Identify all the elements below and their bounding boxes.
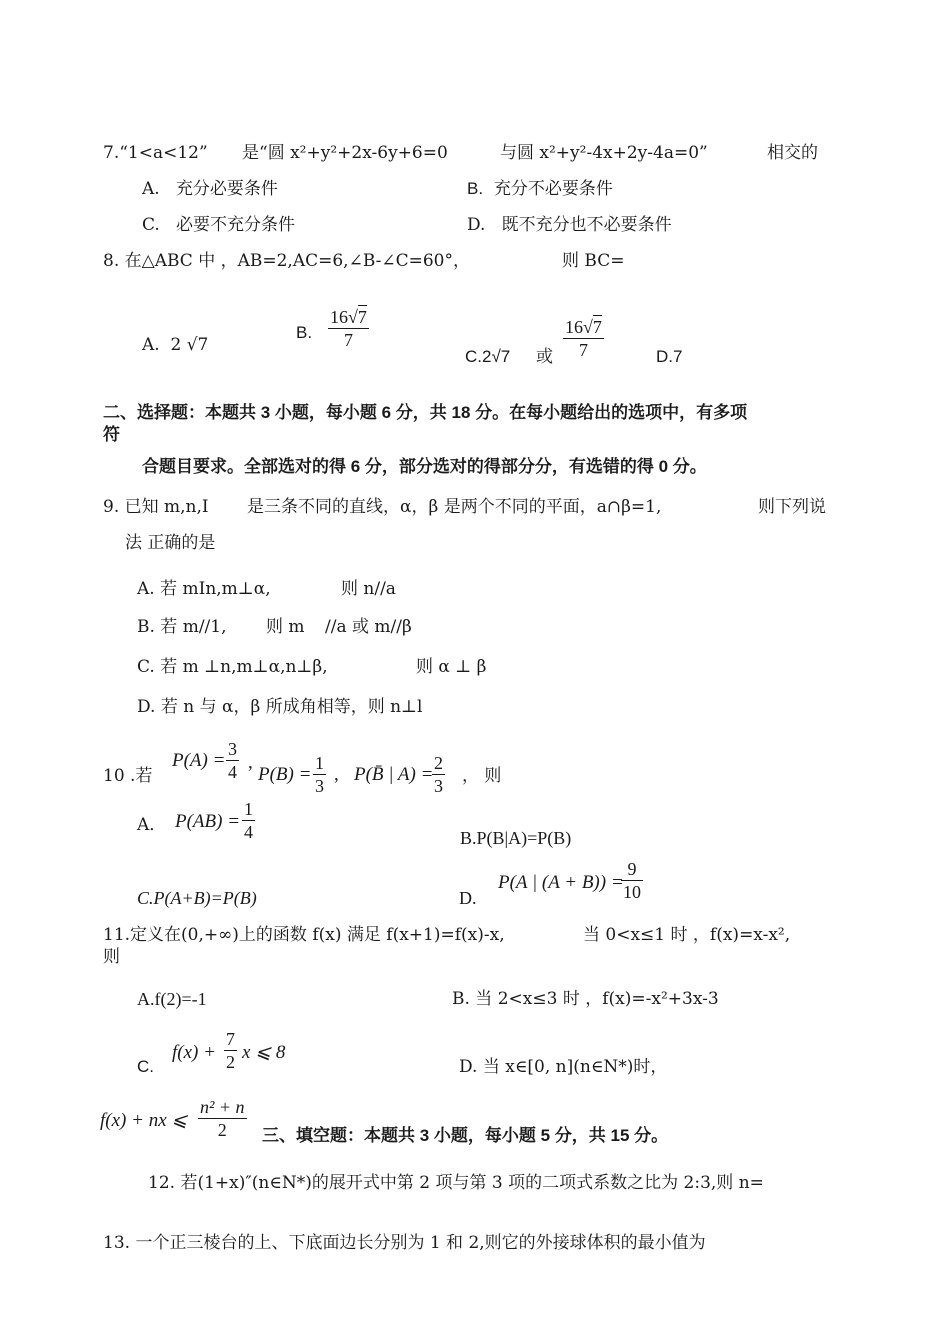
q7-option-c-text: 必要不充分条件	[176, 215, 296, 235]
q11-option-b: B. 当 2<x≤3 时 ，f(x)=-x²+3x-3	[452, 989, 719, 1009]
radical-sign-icon: √	[348, 307, 358, 327]
q7-option-a	[142, 178, 278, 200]
q8-option-c-or: 或	[536, 347, 553, 367]
radical-sign-icon: √	[583, 317, 593, 337]
q7-option-b-text: 充分不必要条件	[493, 179, 613, 199]
q10-option-d-label: D.	[459, 888, 477, 908]
q10-option-a-label: A．	[137, 815, 167, 835]
q11-option-c-denominator: 2	[226, 1052, 235, 1072]
q11-option-d-fraction	[198, 1096, 247, 1141]
q8-option-b-denominator: 7	[343, 330, 353, 350]
q10-pba-denominator: 3	[434, 776, 443, 796]
q10-option-a-expr: P(AB) =	[175, 811, 241, 832]
q9-option-c-part2: 则 α ⊥ β	[416, 657, 487, 677]
q7-option-d	[467, 214, 672, 236]
q10-pa-numerator: 3	[228, 739, 237, 759]
q7-option-b-label: B.	[467, 179, 484, 198]
section2-header-line2: 符	[103, 425, 120, 444]
q11-option-c-expr-post: x ⩽ 8	[242, 1042, 286, 1063]
q11-option-d-numerator: n² + n	[200, 1097, 245, 1117]
q8-option-d-text: D.7	[656, 347, 683, 366]
q10-option-c: C.P(A+B)=P(B)	[137, 888, 257, 908]
q8-option-c-radicand: 7	[592, 317, 602, 337]
q11-option-d-expr-pre: f(x) + nx ⩽	[100, 1110, 188, 1131]
q9-option-b-part3: //a 或 m//β	[325, 617, 412, 637]
q10-comma-1: ,	[248, 752, 253, 773]
q8-option-c-fraction	[563, 316, 604, 361]
q10-comma-2: ,	[334, 764, 339, 785]
q9-option-b-part2: 则 m	[266, 617, 305, 637]
q10-option-d-denominator: 10	[623, 882, 641, 902]
q7-option-d-text: 既不充分也不必要条件	[501, 215, 672, 235]
section2-header-line1: 二、选择题：本题共 3 小题，每小题 6 分，共 18 分。在每小题给出的选项中，有多项	[103, 403, 748, 422]
q8-option-a-text: 2 √7	[170, 335, 209, 355]
q8-option-c-denominator: 7	[578, 340, 588, 360]
q7-stem-part4: 相交的	[767, 143, 818, 163]
q7-option-d-label: D.	[467, 215, 486, 235]
q9-option-d: D. 若 n 与 α，β 所成角相等，则 n⊥l	[137, 697, 423, 717]
q9-stem-part2: 是三条不同的直线，α，β 是两个不同的平面，a∩β=1,	[247, 497, 662, 517]
q10-pb-denominator: 3	[315, 776, 324, 796]
q7-stem-part2: 是“圆 x²+y²+2x-6y+6=0	[242, 143, 448, 163]
q10-option-b: B.P(B|A)=P(B)	[460, 828, 572, 848]
section3-header: 三、填空题：本题共 3 小题，每小题 5 分，共 15 分。	[262, 1126, 669, 1145]
q10-pa-expr: P(A) =	[172, 750, 226, 771]
q10-pba-numerator: 2	[434, 753, 443, 773]
q11-stem-part3: 则	[103, 947, 120, 967]
q9-stem-part1: 9. 已知 m,n,I	[103, 497, 209, 517]
q11-option-c-fraction	[224, 1028, 237, 1073]
q7-option-c	[142, 214, 295, 236]
q8-option-a-label: A.	[142, 335, 160, 355]
q13-text: 13. 一个正三棱台的上、下底面边长分别为 1 和 2,则它的外接球体积的最小值为	[103, 1233, 706, 1253]
q11-option-d-denominator: 2	[217, 1120, 227, 1140]
q11-stem-part1: 11.定义在(0,+∞)上的函数 f(x) 满足 f(x+1)=f(x)-x,	[103, 925, 505, 945]
q10-pba-fraction	[432, 752, 445, 797]
q7-option-c-label: C.	[142, 215, 160, 235]
q10-pb-expr: P(B) =	[258, 764, 312, 785]
q9-option-a-part2: 则 n//a	[341, 579, 396, 599]
q11-stem-part2: 当 0<x≤1 时 ，f(x)=x-x²,	[583, 925, 791, 945]
q10-then: ， 则	[462, 766, 502, 786]
q10-option-d-fraction	[621, 858, 643, 903]
section2-header-line3: 合题目要求。全部选对的得 6 分，部分选对的得部分分，有选错的得 0 分。	[142, 457, 707, 476]
q10-option-a-numerator: 1	[244, 799, 253, 819]
q7-stem-part1: 7.“1<a<12”	[103, 143, 208, 163]
q8-stem-part1: 8. 在△ABC 中 ，AB=2,AC=6,∠B-∠C=60°，	[103, 251, 471, 271]
q8-option-c-text: C.2√7	[465, 347, 511, 366]
q9-stem-part4: 法 正确的是	[125, 533, 216, 553]
q11-option-a: A.f(2)=-1	[137, 989, 207, 1009]
q8-option-c-coef: 16	[565, 317, 583, 337]
q10-pb-numerator: 1	[315, 753, 324, 773]
q10-option-d-expr: P(A | (A + B)) =	[498, 872, 624, 893]
q8-option-a	[142, 334, 208, 356]
q10-pa-fraction	[226, 738, 239, 783]
q9-option-b-part1: B. 若 m//1,	[137, 617, 227, 637]
q8-stem-part2: 则 BC=	[562, 251, 625, 271]
q10-pb-fraction	[313, 752, 326, 797]
q10-option-a-denominator: 4	[244, 822, 253, 842]
q8-option-b-coef: 16	[330, 307, 348, 327]
q9-option-a-part1: A. 若 mIn,m⊥α,	[137, 579, 271, 599]
q12-text: 12. 若(1+x)″(n∈N*)的展开式中第 2 项与第 3 项的二项式系数之比为 2:3,则 n=	[148, 1173, 764, 1193]
q11-option-d-part1: D. 当 x∈[0, n](n∈N*)时，	[459, 1057, 668, 1077]
q7-option-b	[467, 178, 613, 200]
q7-stem-part3: 与圆 x²+y²-4x+2y-4a=0”	[500, 143, 708, 163]
q8-option-b-fraction	[328, 306, 369, 351]
q7-option-a-label: A.	[142, 179, 160, 199]
q11-option-c-numerator: 7	[226, 1029, 235, 1049]
q11-option-c-expr-pre: f(x) +	[172, 1042, 216, 1063]
q10-pa-denominator: 4	[228, 762, 237, 782]
q8-option-b-radicand: 7	[357, 307, 367, 327]
q9-option-c-part1: C. 若 m ⊥n,m⊥α,n⊥β,	[137, 657, 328, 677]
q10-number: 10 .若	[103, 766, 153, 786]
q7-option-a-text: 充分必要条件	[175, 179, 278, 199]
q10-pba-expr: P(B̄ | A) =	[354, 764, 434, 785]
q8-option-b-label: B.	[296, 323, 313, 342]
q9-stem-part3: 则下列说	[758, 497, 826, 517]
q11-option-c-label: C.	[137, 1057, 154, 1076]
q10-option-d-numerator: 9	[627, 859, 637, 879]
q10-option-a-fraction	[242, 798, 255, 843]
